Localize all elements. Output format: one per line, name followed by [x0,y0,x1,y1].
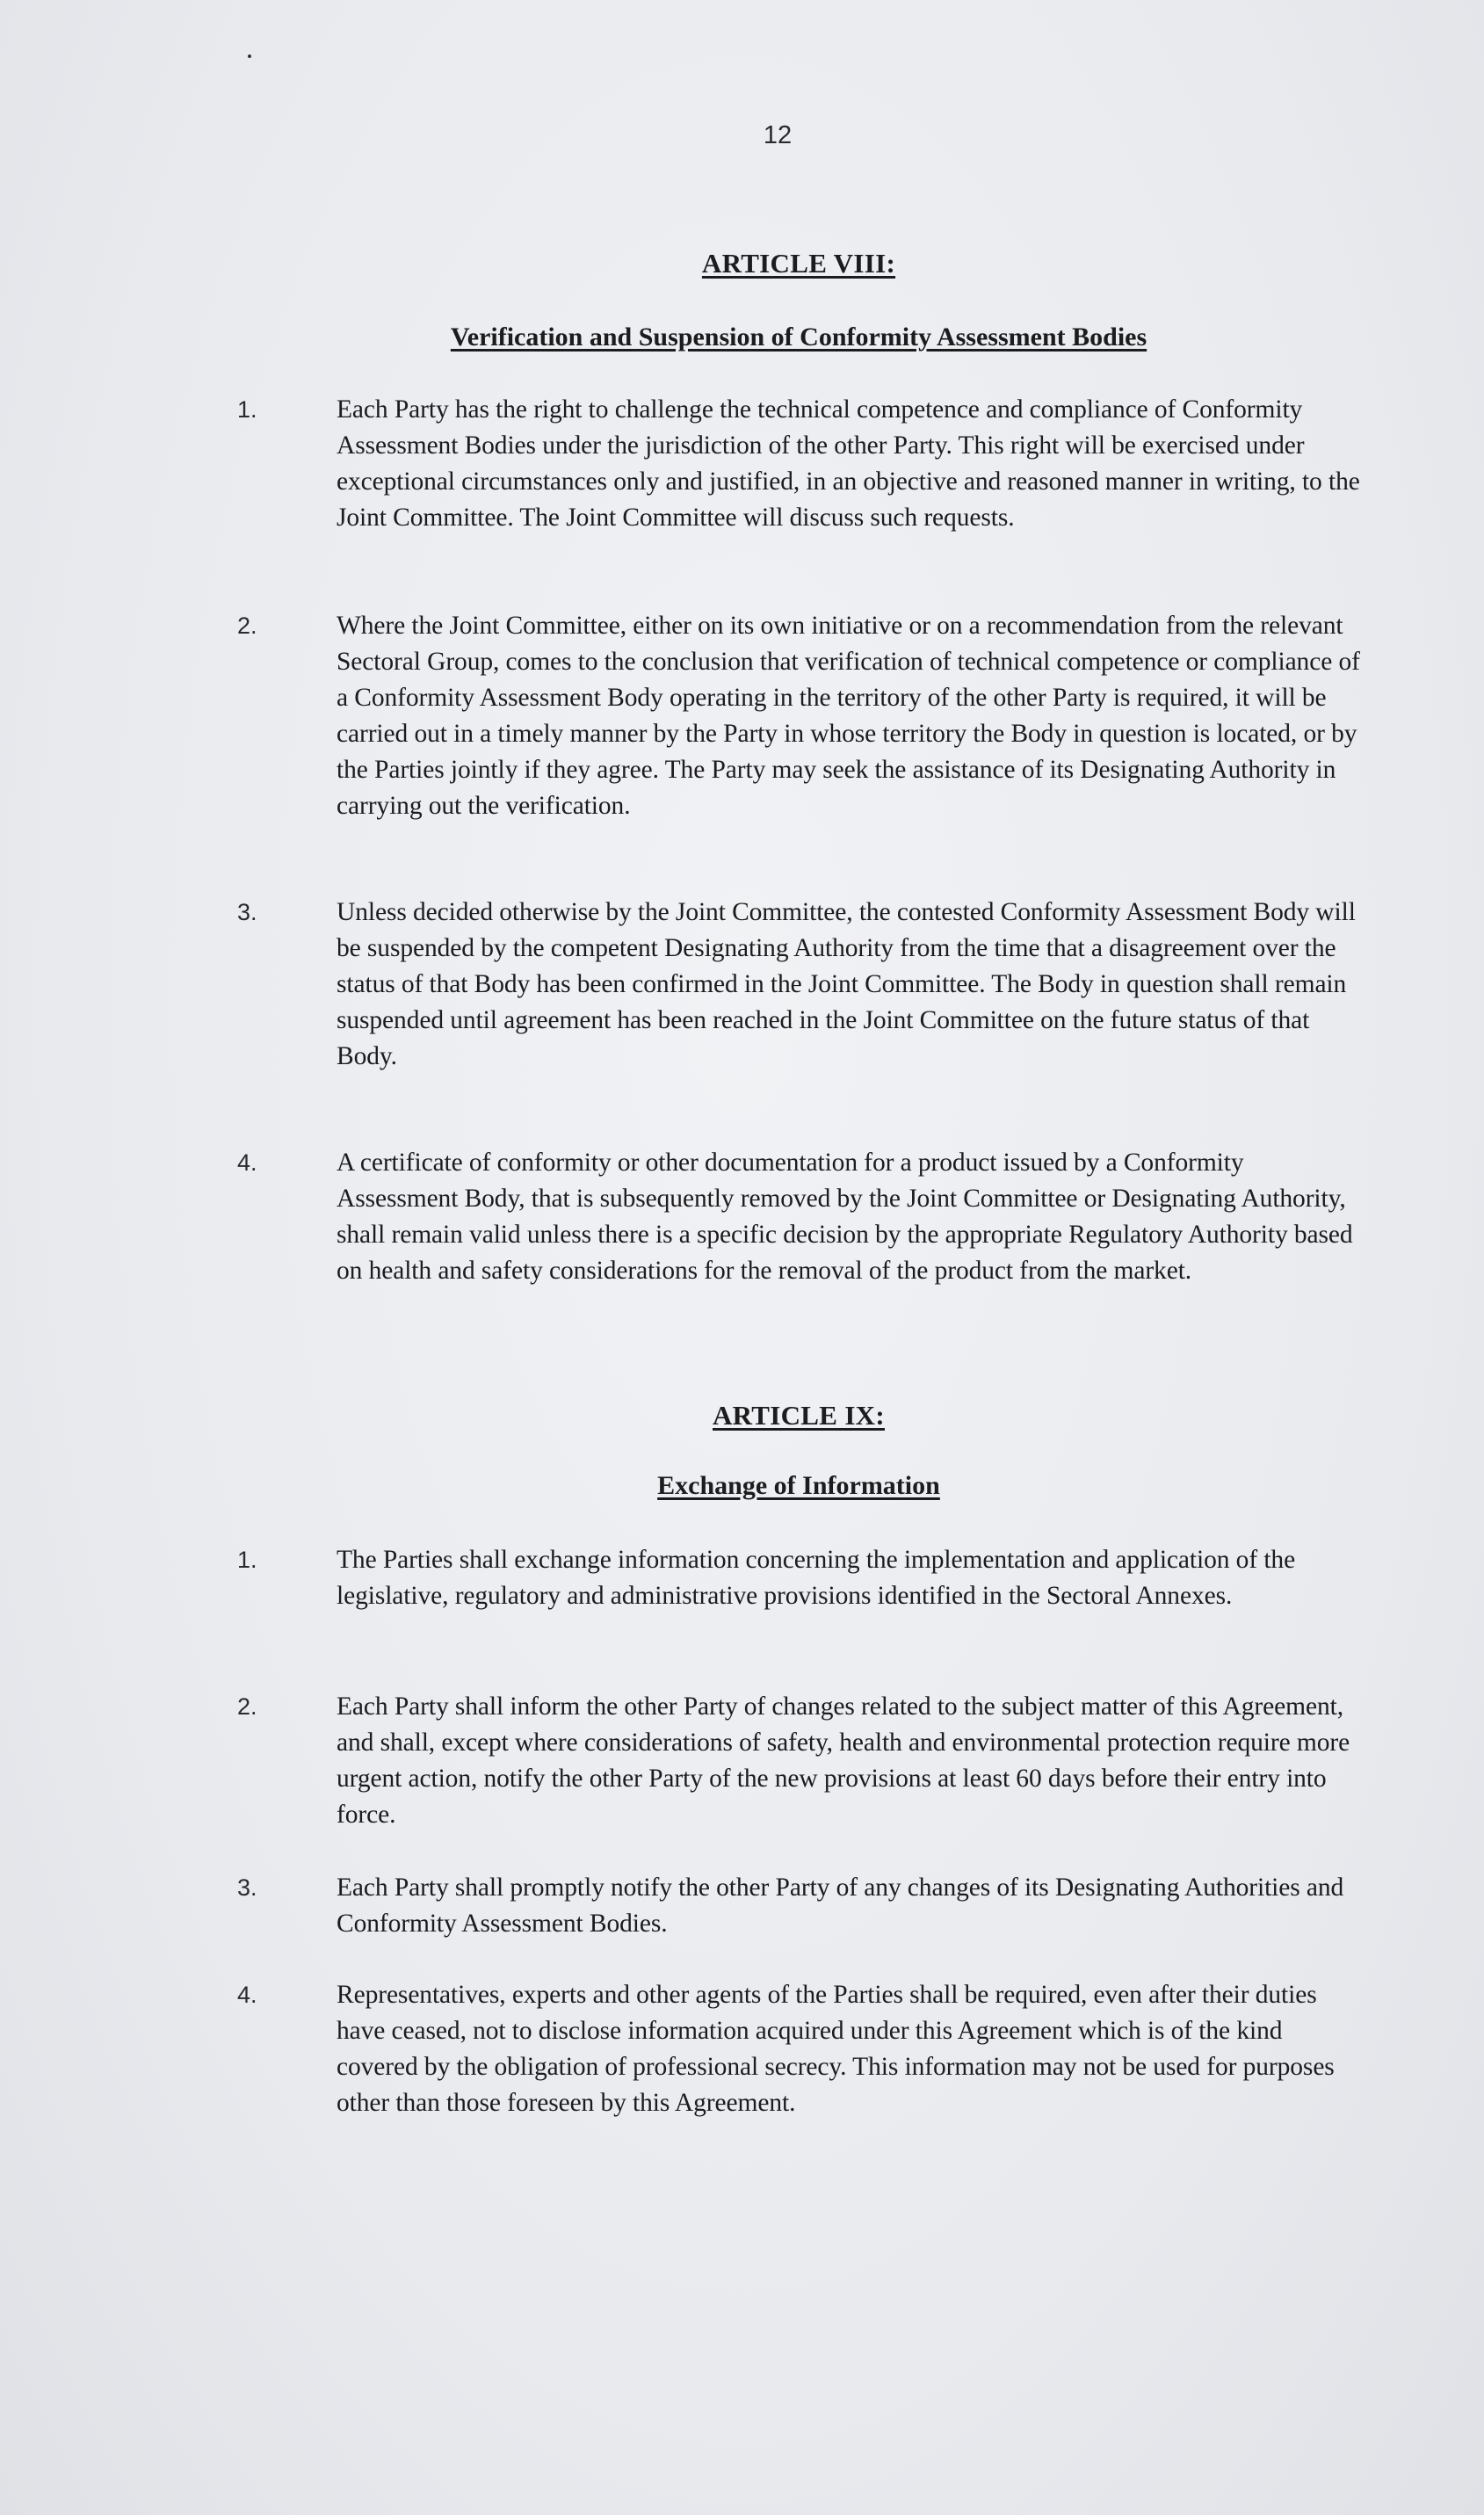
item-text: Unless decided otherwise by the Joint Committee, the contested Conformity Assessment Body will be suspended by the competent Designating Authority from the time that a disagreement over the status of that Body has been confirmed in the Joint Committee. The Body in question shall remain suspended until agreement has been reached in the Joint Committee on the future status of that Body. [337,898,1356,1070]
item-number: 4. [237,1982,257,2008]
item-text: Each Party shall inform the other Party of changes related to the subject matter of this Agreement, and shall, except where considerations of safety, health and environmental protection require more urgent action, notify the other Party of the new provisions at least 60 days before their entry into force. [337,1692,1350,1829]
item-text: Where the Joint Committee, either on its own initiative or on a recommendation from the relevant Sectoral Group, comes to the conclusion that verification of technical competence or compliance of a Conformity Assessment Body operating in the territory of the other Party is required, it will be carried out in a timely manner by the Party in whose territory the Body in question is located, or by the Parties jointly if they agree. The Party may seek the assistance of its Designating Authority in carrying out the verification. [337,612,1360,820]
item-text: Each Party shall promptly notify the other Party of any changes of its Designating Authorities and Conformity Assessment Bodies. [337,1874,1344,1938]
item-number: 1. [237,1547,257,1573]
item-text: The Parties shall exchange information concerning the implementation and application of the legislative, regulatory and administrative provisions identified in the Sectoral Annexes. [337,1546,1296,1610]
speck-mark [248,54,251,58]
item-text: A certificate of conformity or other documentation for a product issued by a Conformity Assessment Body, that is subsequently removed by the Joint Committee or Designating Authority, shall remain valid unless there is a specific decision by the appropriate Regulatory Authority based on health and safety considerations for the removal of the product from the market. [337,1149,1353,1285]
item-number: 2. [237,612,257,639]
item-number: 3. [237,899,257,925]
item-text: Each Party has the right to challenge the technical competence and compliance of Conformity Assessment Bodies under the jurisdiction of the other Party. This right will be exercised under exceptional circumstances only and justified, in an objective and reasoned manner in writing, to the Joint Committee. The Joint Committee will discuss such requests. [337,395,1360,532]
item-number: 4. [237,1149,257,1176]
item-text: Representatives, experts and other agents of the Parties shall be required, even after their duties have ceased, not to disclose information acquired under this Agreement which is of the kind covered by the obligation of professional secrecy. This information may not be used for purposes other than those foreseen by this Agreement. [337,1981,1335,2117]
article-viii-heading: ARTICLE VIII: [701,248,896,279]
article-ix-title: Exchange of Information [657,1471,940,1500]
page-number: 12 [763,121,793,149]
article-ix-heading: ARTICLE IX: [713,1400,885,1431]
item-number: 2. [237,1693,257,1720]
article-viii-title: Verification and Suspension of Conformity Assessment Bodies [450,323,1147,352]
item-number: 3. [237,1874,257,1901]
item-number: 1. [237,396,257,423]
